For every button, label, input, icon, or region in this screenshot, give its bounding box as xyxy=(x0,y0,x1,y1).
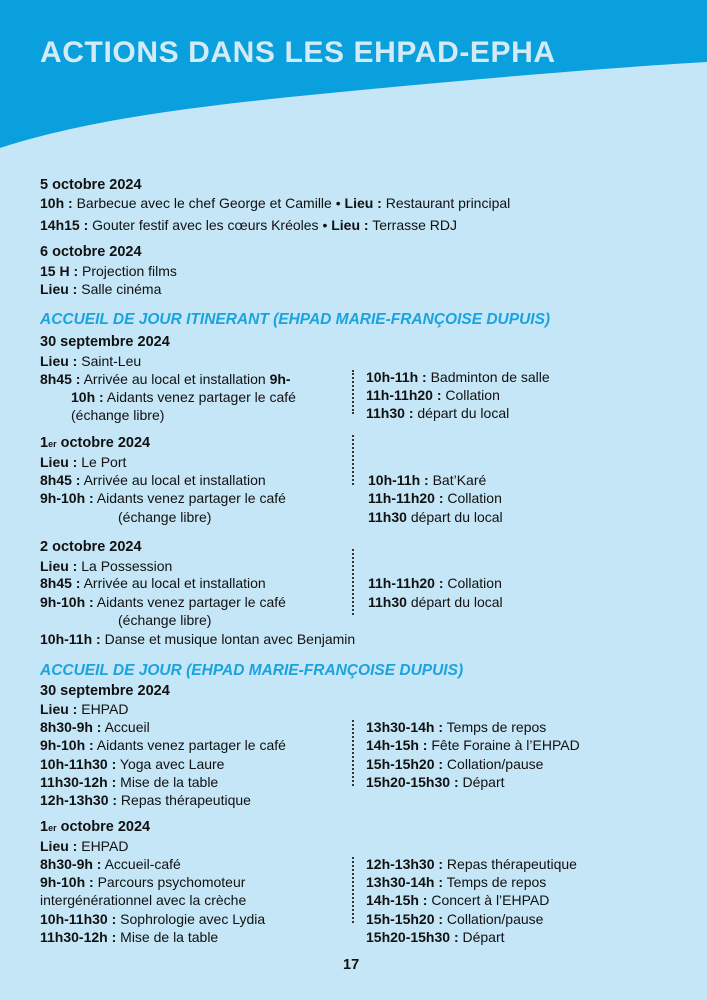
lieu-line: Lieu : EHPAD xyxy=(40,701,129,717)
schedule-line: 15h-15h20 : Collation/pause xyxy=(366,911,544,927)
schedule-line: 11h30-12h : Mise de la table xyxy=(40,929,219,945)
schedule-line: (échange libre) xyxy=(118,612,212,628)
schedule-line: 10h-11h : Danse et musique lontan avec Benjamin xyxy=(40,631,356,647)
schedule-line: 11h-11h20 : Collation xyxy=(368,575,502,591)
schedule-line: 8h45 : Arrivée au local et installation xyxy=(40,472,266,488)
event-line: Lieu : Salle cinéma xyxy=(40,281,162,297)
date-2-octobre: 2 octobre 2024 xyxy=(40,539,142,555)
schedule-line: 15h-15h20 : Collation/pause xyxy=(366,756,544,772)
page-title: ACTIONS DANS LES EHPAD-EPHA xyxy=(40,36,556,69)
date-30-septembre: 30 septembre 2024 xyxy=(40,683,170,699)
schedule-line: 13h30-14h : Temps de repos xyxy=(366,719,547,735)
lieu-line: Lieu : Saint-Leu xyxy=(40,353,142,369)
schedule-line: 14h-15h : Fête Foraine à l’EHPAD xyxy=(366,737,580,753)
section-title-accueil: ACCUEIL DE JOUR (EHPAD MARIE-FRANÇOISE DUPUIS) xyxy=(40,662,464,679)
schedule-line: 8h45 : Arrivée au local et installation 9h- xyxy=(40,371,291,387)
schedule-line: 13h30-14h : Temps de repos xyxy=(366,874,547,890)
schedule-line: 8h30-9h : Accueil-café xyxy=(40,856,181,872)
schedule-line: 9h-10h : Aidants venez partager le café xyxy=(40,490,286,506)
date-5-octobre: 5 octobre 2024 xyxy=(40,177,142,193)
schedule-line: 11h30-12h : Mise de la table xyxy=(40,774,219,790)
schedule-line: 10h-11h30 : Sophrologie avec Lydia xyxy=(40,911,266,927)
schedule-line: 9h-10h : Aidants venez partager le café xyxy=(40,737,286,753)
schedule-line: 12h-13h30 : Repas thérapeutique xyxy=(40,792,251,808)
event-line: 15 H : Projection films xyxy=(40,263,177,279)
page-number: 17 xyxy=(343,957,360,973)
schedule-line: 10h : Aidants venez partager le café xyxy=(71,389,296,405)
date-30-septembre: 30 septembre 2024 xyxy=(40,334,170,350)
schedule-line: 10h-11h : Bat’Karé xyxy=(368,472,487,488)
dotted-separator xyxy=(352,857,354,923)
schedule-line: (échange libre) xyxy=(71,407,165,423)
dotted-separator xyxy=(352,549,354,615)
date-1er-octobre: 1er octobre 2024 xyxy=(40,435,151,451)
schedule-line: 11h30 départ du local xyxy=(368,594,503,610)
schedule-line: 10h-11h : Badminton de salle xyxy=(366,369,550,385)
schedule-line: 11h-11h20 : Collation xyxy=(368,490,502,506)
schedule-line: (échange libre) xyxy=(118,509,212,525)
schedule-line: 15h20-15h30 : Départ xyxy=(366,774,505,790)
dotted-separator xyxy=(352,720,354,786)
date-6-octobre: 6 octobre 2024 xyxy=(40,244,142,260)
schedule-line: 10h-11h30 : Yoga avec Laure xyxy=(40,756,225,772)
lieu-line: Lieu : La Possession xyxy=(40,558,173,574)
schedule-line: intergénérationnel avec la crèche xyxy=(40,892,247,908)
schedule-line: 8h30-9h : Accueil xyxy=(40,719,150,735)
schedule-line: 9h-10h : Aidants venez partager le café xyxy=(40,594,286,610)
schedule-line: 8h45 : Arrivée au local et installation xyxy=(40,575,266,591)
schedule-line: 12h-13h30 : Repas thérapeutique xyxy=(366,856,577,872)
event-line: 14h15 : Gouter festif avec les cœurs Kréoles • Lieu : Terrasse RDJ xyxy=(40,217,458,233)
dotted-separator xyxy=(352,370,354,414)
schedule-line: 11h-11h20 : Collation xyxy=(366,387,500,403)
header-band xyxy=(0,0,707,150)
schedule-line: 15h20-15h30 : Départ xyxy=(366,929,505,945)
schedule-line: 11h30 départ du local xyxy=(368,509,503,525)
lieu-line: Lieu : EHPAD xyxy=(40,838,129,854)
lieu-line: Lieu : Le Port xyxy=(40,454,127,470)
event-line: 10h : Barbecue avec le chef George et Camille • Lieu : Restaurant principal xyxy=(40,195,511,211)
date-1er-octobre: 1er octobre 2024 xyxy=(40,819,151,835)
schedule-line: 11h30 : départ du local xyxy=(366,405,510,421)
dotted-separator xyxy=(352,435,354,485)
section-title-itinerant: ACCUEIL DE JOUR ITINERANT (EHPAD MARIE-FRANÇOISE DUPUIS) xyxy=(40,311,551,328)
schedule-line: 14h-15h : Concert à l’EHPAD xyxy=(366,892,550,908)
schedule-line: 9h-10h : Parcours psychomoteur xyxy=(40,874,246,890)
